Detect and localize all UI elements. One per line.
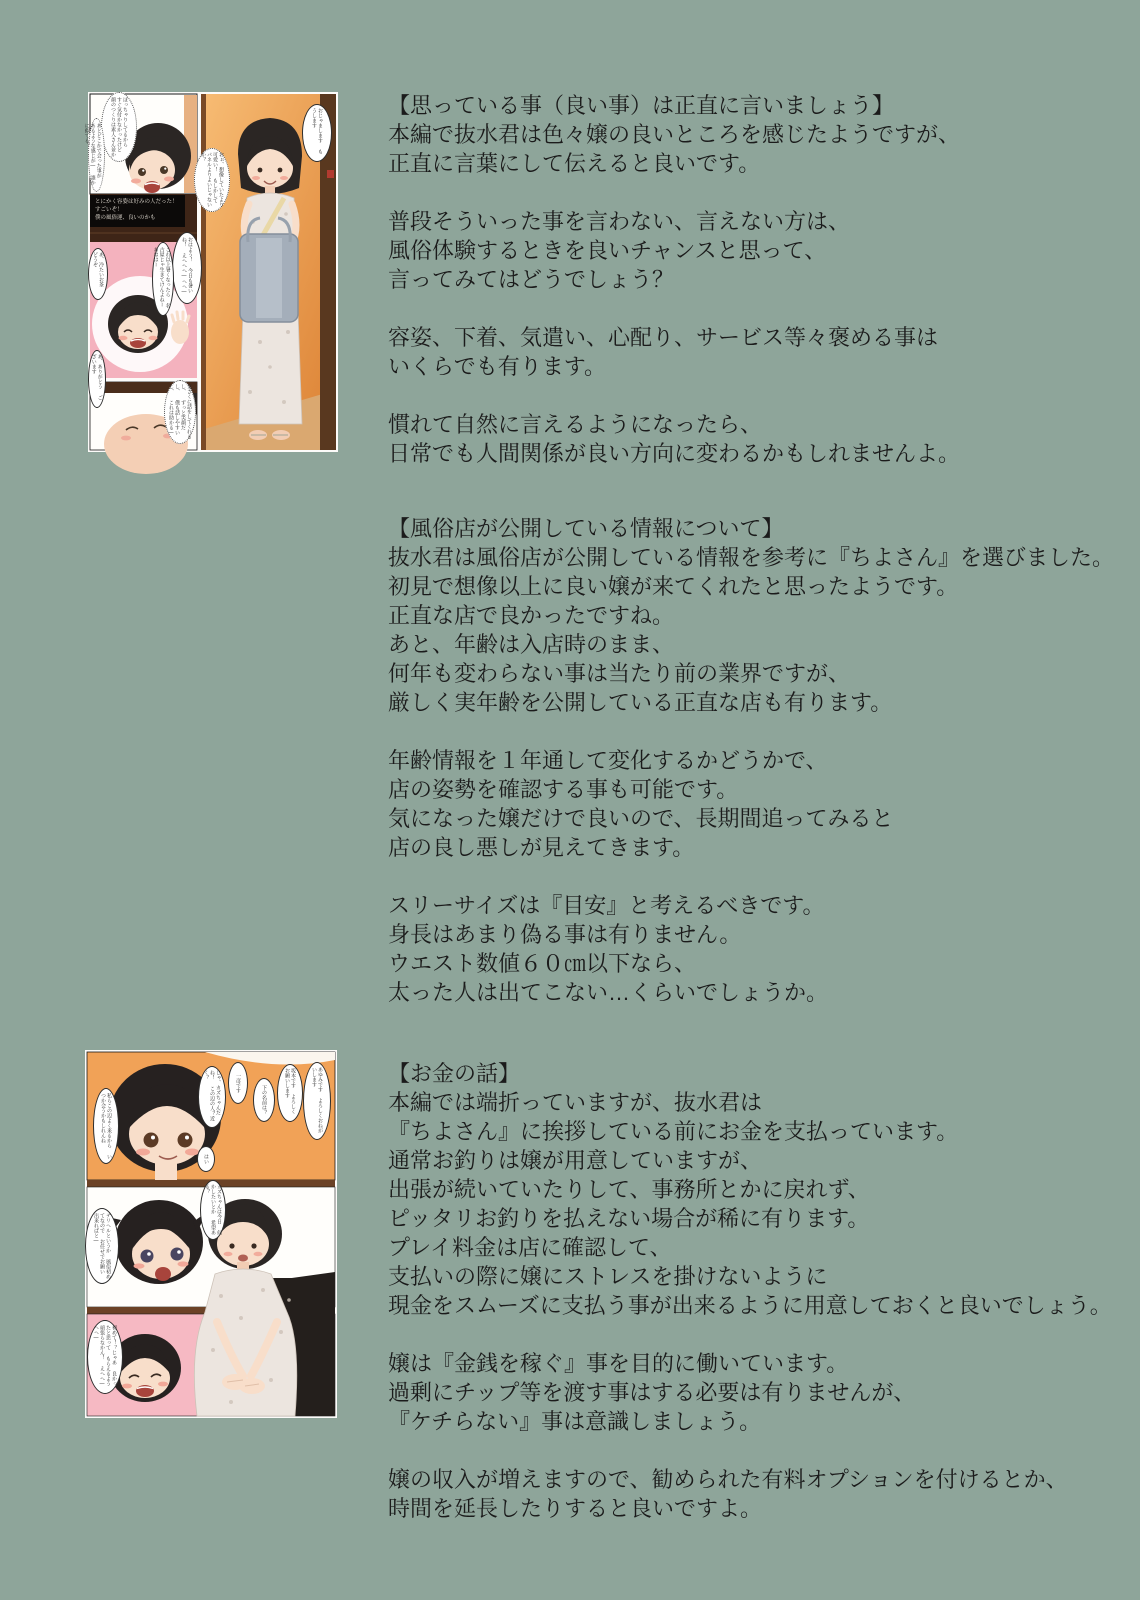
paragraph: スリーサイズは『目安』と考えるべきです。 身長はあまり偽る事は有りません。 ウエスト数値６０㎝以下なら、 太った人は出てこない…くらいでしょうか。	[388, 893, 829, 1005]
bubble-text: これ以上暑くなったら 名古屋じゃ生きてけんよねー あははー	[152, 246, 171, 308]
paragraph: 容姿、下着、気遣い、心配り、サービス等々褒める事は いくらでも有ります。	[388, 325, 939, 379]
bubble-text: 初めて！？じゃあ 良かったと思って もらえるよう頑張らなかん！ えへへ―ヘヘ―	[93, 1324, 117, 1387]
speech-bubble-tea-offer	[88, 248, 108, 300]
bubble-text: 気さくに話をしてくれるし、 ずっと笑顔だし、 僕も話しやすいし、 これは助かる―	[168, 384, 192, 440]
speech-bubble-kazuhiko	[228, 1062, 248, 1104]
bubble-text: カズちゃんは今日 何かしたいとか 希望ある？	[204, 1184, 222, 1236]
section-money-talk	[388, 1059, 1140, 1523]
speech-bubble-boy-thought-bottom	[164, 380, 196, 444]
section-speak-honestly	[388, 91, 1140, 468]
paragraph: 年齢情報を１年通して変化するかどうかで、 店の姿勢を確認する事も可能です。 気になった嬢だけで良いので、長期間追ってみると 店の良し悪しが見えてきます。	[388, 748, 894, 860]
bubble-text: はい	[203, 1154, 209, 1164]
paragraph: 【風俗店が公開している情報について】 抜水君は風俗店が公開している情報を参考に『ちよさん』を選びました。 初見で想像以上に良い嬢が来てくれたと思ったようです。 正直な店で良かったですね。 あと、年齢は入店時のまま、 何年も変わらない事は当たり前の業界ですが、 厳しく実年齢を公開している正直な店も有ります。	[388, 516, 1115, 715]
speech-bubble-hall-thought	[194, 148, 230, 212]
speech-bubble-kazu-chan	[198, 1066, 226, 1128]
speech-bubble-thanks	[88, 350, 106, 408]
paragraph: 普段そういった事を言わない、言えない方は、 風俗体験するときを良いチャンスと思って、 言ってみてはどうでしょう？	[388, 209, 851, 292]
speech-bubble-first-name	[253, 1078, 275, 1122]
speech-bubble-boy-thought-top	[101, 92, 137, 162]
paragraph: 嬢は『金銭を稼ぐ』事を目的に働いています。 過剰にチップ等を渡す事はする必要は有りませんが、 『ケチらない』事は意識しましょう。	[388, 1351, 916, 1434]
bubble-text: デリヘルというか 風俗初めてなので お任せでお願い 出来ればと―	[93, 1212, 111, 1279]
paragraph: 嬢の収入が増えますので、勧められた有料オプションを付けるとか、 時間を延長したりすると良いですよ。	[388, 1467, 1068, 1521]
speech-bubble-pink-greeting-1	[172, 232, 202, 304]
speech-bubble-ayumi-intro	[303, 1062, 331, 1140]
bubble-text: おはよう！ 今日も暑いね！ えへへへ―ヘヘ―	[181, 236, 193, 295]
speech-bubble-sakamoto-intro	[277, 1064, 303, 1122]
bubble-text: あ、ありがとう ございます	[90, 354, 103, 401]
speech-bubble-neighborhood	[93, 1088, 119, 1164]
bubble-text: 一彦です	[235, 1073, 241, 1093]
caption-box: とにかく容姿は好みの人だった！ すごいぞ！ 僕の風俗運、良いのかも	[90, 195, 185, 227]
manga-page-2	[85, 1050, 337, 1418]
speech-bubble-ganbaru	[87, 1320, 123, 1394]
bubble-text: あ、冷たいお茶 どうぞ	[92, 252, 104, 288]
bubble-text: 私らこの辺よく来るから いつか会うかもしれんね	[100, 1092, 112, 1159]
bubble-text: 坂本です よろしくお願いします	[284, 1068, 296, 1115]
speech-bubble-boy-thought-left	[83, 118, 105, 192]
section-shop-information	[388, 514, 1140, 1007]
speech-bubble-hai	[197, 1146, 215, 1172]
bubble-text: あゆみです よろしくおねがいします	[311, 1066, 323, 1133]
speech-bubble-request	[200, 1180, 226, 1240]
paragraph: 慣れて自然に言えるようになったら、 日常でも人間関係が良い方向に変わるかもしれませんよ。	[388, 412, 961, 466]
speech-bubble-pink-greeting-2	[152, 242, 174, 316]
manga-page-1	[83, 92, 338, 452]
bubble-text: ぽっちゃりしてるから すぐ気付かなかったけど 顔のつくりは素人さん並か	[110, 96, 128, 157]
bubble-text: おじゃまします もうします	[311, 108, 323, 155]
paragraph: 【お金の話】 本編では端折っていますが、抜水君は 『ちよさん』に挨拶している前にお金を支払っています。 通常お釣りは嬢が用意していますが、 出張が続いていたりして、事務所とかに戻れず、 ピッタリお釣りを払えない場合が稀に有ります。 プレイ料金は店に確認して、 支払いの際に嬢にストレスを掛けないように 現金をスムーズに支払う事が出来るように用意しておくと良いでしょう。	[388, 1061, 1112, 1318]
speech-bubble-first-time	[85, 1208, 119, 1284]
bubble-text: 下の名前は？	[261, 1085, 267, 1115]
bubble-text: じゃ、カズちゃんだね！ この辺の人？近く？	[203, 1070, 221, 1122]
bubble-text: おぉ、想像していたより可愛い！ もしかしてパネルよりよいじゃないか？	[200, 152, 224, 208]
bubble-text: あとどこかで会った事が あるような感じが― 誰かに似てる？	[83, 122, 102, 185]
speech-bubble-woman-greeting	[302, 104, 332, 162]
paragraph: 【思っている事（良い事）は正直に言いましょう】 本編で抜水君は色々嬢の良いところを感じたようですが、 正直に言葉にして伝えると良いです。	[388, 93, 961, 176]
